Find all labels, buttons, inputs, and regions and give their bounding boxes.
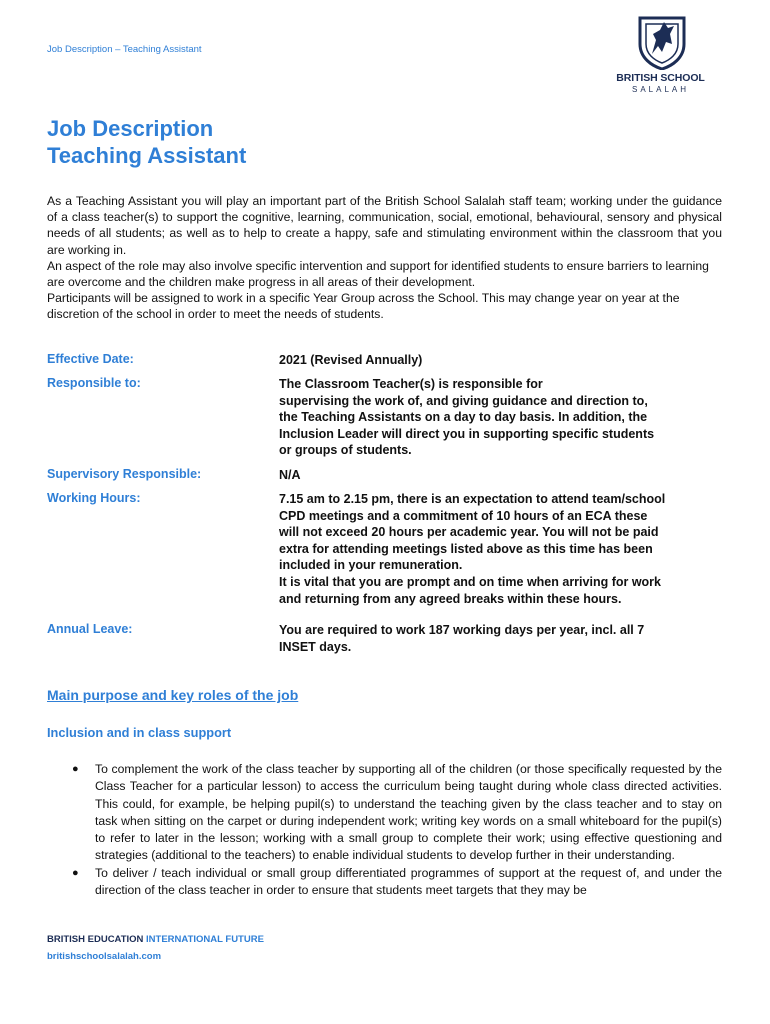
- supervisory-label: Supervisory Responsible:: [47, 467, 202, 481]
- responsible-to-label: Responsible to:: [47, 376, 141, 390]
- value-line: extra for attending meetings listed above as this time has been: [279, 541, 653, 556]
- value-line: Inclusion Leader will direct you in supporting specific students: [279, 426, 655, 441]
- shield-crest-icon: [638, 14, 686, 70]
- value-line: The Classroom Teacher(s) is responsible for: [279, 377, 543, 391]
- document-header-label: Job Description – Teaching Assistant: [47, 44, 202, 55]
- list-item: [47, 761, 722, 865]
- bullet-icon: ●: [72, 866, 79, 879]
- intro-paragraph: As a Teaching Assistant you will play an important part of the British School Salalah staff team; working under the guidance of a class teacher(s) to support the cognitive, learning, communication, social, emotional, behavioural, sensory and physical needs of all students; as well as to help to create a happy, safe and stimulating environment within the classroom that you are working in.: [47, 194, 722, 257]
- value-line: included in your remuneration.: [279, 558, 463, 573]
- school-logo: [608, 14, 713, 104]
- value-line: will not exceed 20 hours per academic year. You will not be paid: [279, 525, 659, 540]
- value-line: the Teaching Assistants on a day to day basis. In addition, the: [279, 410, 648, 425]
- inclusion-subheading: Inclusion and in class support: [47, 725, 232, 740]
- value-line: INSET days.: [279, 639, 352, 654]
- intro-paragraph: An aspect of the role may also involve specific intervention and support for identified students to ensure barriers to learning are overcome and the children make progress in all areas of their development.: [47, 258, 709, 290]
- bullet-icon: ●: [72, 763, 79, 775]
- list-item-text: To complement the work of the class teacher by supporting all of the children (or those specifically requested by the Class Teacher for a particular lesson) to access the curriculum being taught during whole class directed activities. This could, for example, be helping pupil(s) to understand the teaching given by the class teacher and to stay on task when sitting on the carpet or during independent work; writing key words on a small whiteboard for the pupil(s) to refer to later in the lesson; working with a small group to complete their work; using effective questioning and strategies (additional to the teachers) to enable individual students to develop further in their understanding.: [95, 762, 722, 863]
- responsible-to-value: [279, 376, 724, 459]
- value-line: 7.15 am to 2.15 pm, there is an expectation to attend team/school: [279, 492, 666, 506]
- footer-tagline-part2: INTERNATIONAL FUTURE: [146, 934, 264, 945]
- list-item: [47, 865, 722, 900]
- value-line: CPD meetings and a commitment of 10 hours of an ECA these: [279, 508, 648, 523]
- annual-leave-label: Annual Leave:: [47, 622, 133, 636]
- title-line-1: Job Description: [47, 116, 214, 141]
- duties-list: [47, 761, 722, 899]
- logo-school-name: BRITISH SCHOOL: [616, 72, 705, 84]
- footer-tagline-part1: BRITISH EDUCATION: [47, 934, 144, 945]
- working-hours-value: [279, 491, 724, 607]
- footer: [47, 934, 264, 962]
- value-line: and returning from any agreed breaks within these hours.: [279, 591, 622, 606]
- value-line: or groups of students.: [279, 443, 412, 458]
- intro-paragraph: Participants will be assigned to work in a specific Year Group across the School. This may change year on year at the discretion of the school in order to meet the needs of students.: [47, 291, 680, 322]
- effective-date-label: Effective Date:: [47, 352, 134, 366]
- supervisory-value: N/A: [279, 468, 301, 482]
- value-line: It is vital that you are prompt and on time when arriving for work: [279, 574, 662, 589]
- value-line: supervising the work of, and giving guidance and direction to,: [279, 393, 648, 408]
- value-line: You are required to work 187 working days per year, incl. all 7: [279, 623, 645, 637]
- working-hours-label: Working Hours:: [47, 491, 141, 505]
- intro-section: [47, 193, 722, 323]
- title-line-2: Teaching Assistant: [47, 143, 247, 168]
- list-item-text: To deliver / teach individual or small group differentiated programmes of support at the request of, and under the direction of the class teacher in order to ensure that students meet targets that they may be: [95, 865, 722, 898]
- page-title: [47, 115, 246, 169]
- footer-website-link[interactable]: britishschoolsalalah.com: [47, 951, 162, 962]
- main-purpose-heading: Main purpose and key roles of the job: [47, 687, 299, 703]
- logo-school-city: SALALAH: [631, 85, 690, 94]
- effective-date-value: 2021 (Revised Annually): [279, 353, 423, 367]
- annual-leave-value: [279, 622, 724, 655]
